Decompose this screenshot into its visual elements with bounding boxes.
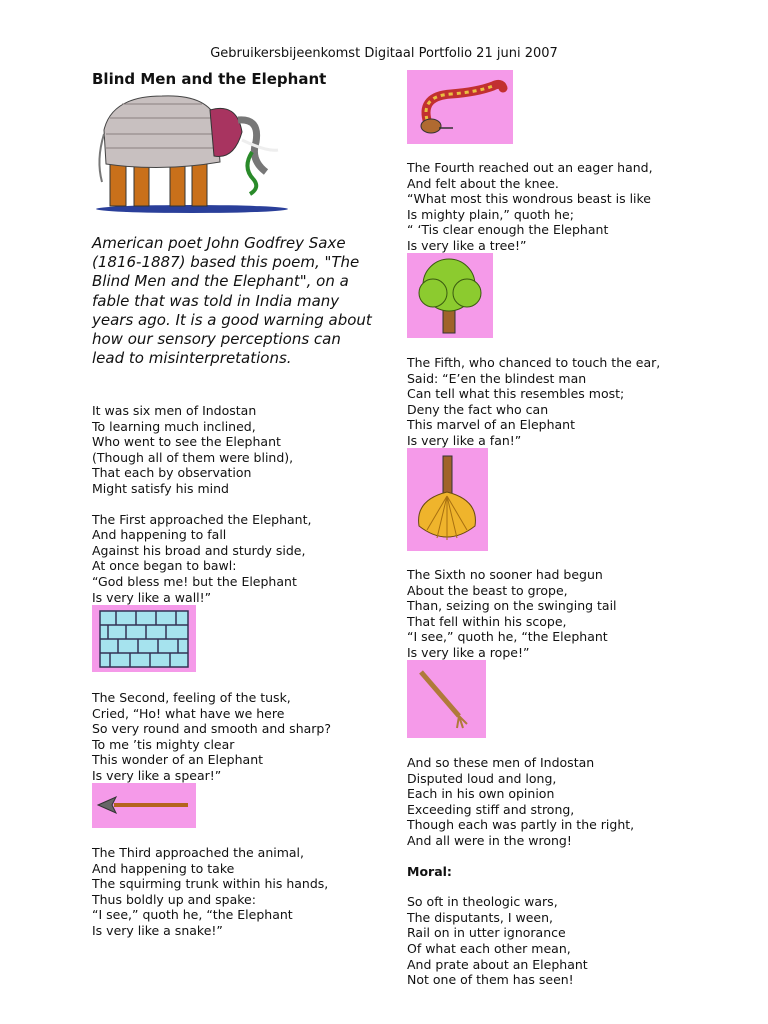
page-header: Gebruikersbijeenkomst Digitaal Portfolio 21 juni 2007 — [210, 46, 558, 61]
moral-label: Moral: — [407, 863, 452, 879]
stanza-conclusion: And so these men of Indostan Disputed loud and long, Each in his own opinion Exceeding stiff and strong, Though each was partly in the right, And all were in the wrong! — [407, 755, 635, 848]
elephant-illustration — [92, 90, 292, 215]
left-column-second — [92, 690, 331, 784]
left-column — [92, 403, 311, 605]
stanza-third: The Third approached the animal, And happening to take The squirming trunk within his hands, Thus boldly up and spake: “I see,” quoth he, “the Elephant Is very like a snake!” — [92, 845, 329, 938]
snake-picture — [407, 70, 513, 144]
rope-picture — [407, 660, 486, 738]
intro-paragraph: American poet John Godfrey Saxe (1816-1887) based this poem, "The Blind Men and the Elephant", on a fable that was told in India many years ago. It is a good warning about how our sensory perceptions can lead to misinterpretations. — [92, 234, 372, 368]
poem-title: Blind Men and the Elephant — [92, 70, 327, 88]
right-column-fourth — [407, 160, 653, 254]
stanza-moral: So oft in theologic wars, The disputants, I ween, Rail on in utter ignorance Of what each other mean, And prate about an Elephant Not one of them has seen! — [407, 894, 588, 988]
stanza-second: The Second, feeling of the tusk, Cried, “Ho! what have we here So very round and smooth and sharp? To me ’tis mighty clear This wonder of an Elephant Is very like a spear!” — [92, 690, 331, 783]
right-column-fifth — [407, 355, 660, 449]
tree-picture — [407, 253, 493, 338]
left-column-third — [92, 845, 328, 939]
stanza-fifth: The Fifth, who chanced to touch the ear, Said: “E’en the blindest man Can tell what this resembles most; Deny the fact who can This marvel of an Elephant Is very like a fan!” — [407, 355, 661, 448]
right-column-ending — [407, 755, 634, 988]
stanza-fourth: The Fourth reached out an eager hand, And felt about the knee. “What most this wondrous beast is like Is mighty plain,” quoth he; “ ‘Tis clear enough the Elephant Is very like a tree!” — [407, 160, 653, 253]
stanza-first: The First approached the Elephant, And happening to fall Against his broad and sturdy side, At once began to bawl: “God bless me! but the Elephant Is very like a wall!” — [92, 511, 312, 605]
spear-picture — [92, 783, 196, 828]
stanza-intro: It was six men of Indostan To learning much inclined, Who went to see the Elephant (Though all of them were blind), That each by observation Might satisfy his mind — [92, 403, 294, 496]
fan-picture — [407, 448, 488, 551]
right-column-sixth — [407, 567, 617, 661]
stanza-sixth: The Sixth no sooner had begun About the beast to grope, Than, seizing on the swinging tail That fell within his scope, “I see,” quoth he, “the Elephant Is very like a rope!” — [407, 567, 617, 660]
wall-picture — [92, 605, 196, 672]
